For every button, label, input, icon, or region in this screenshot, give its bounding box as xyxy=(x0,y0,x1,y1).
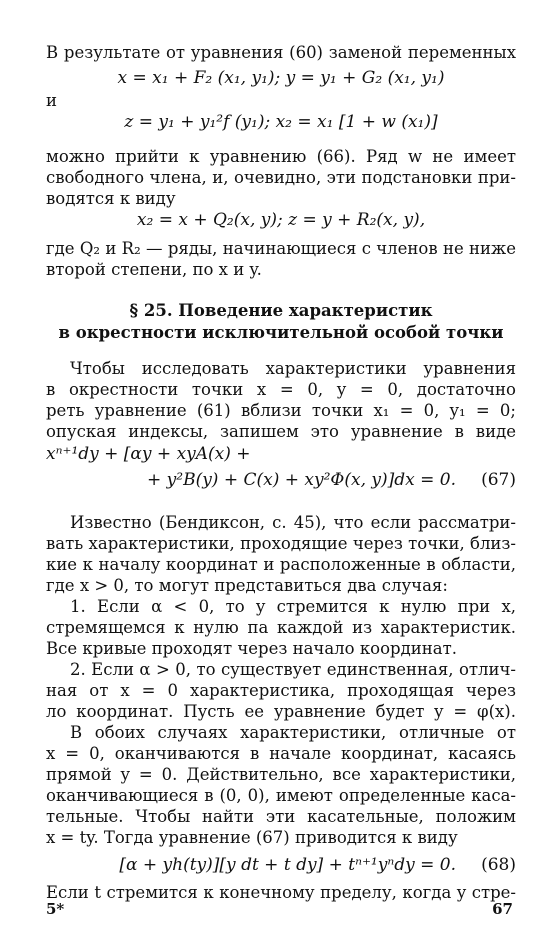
text-line: водятся к виду xyxy=(46,189,176,208)
text-line: ная от x = 0 характеристика, проходящая через xyxy=(46,681,516,700)
section-heading-line-2: в окрестности исключительной особой точки xyxy=(58,323,504,342)
text-line: оканчивающиеся в (0, 0), имеют определенные каса- xyxy=(46,786,516,805)
page-number: 67 xyxy=(492,900,513,918)
text-line: 2. Если α > 0, то существует единственная, отлич- xyxy=(70,660,516,679)
equation-number: (67) xyxy=(481,470,516,490)
text-line: опуская индексы, запишем это уравнение в виде xyxy=(46,422,516,441)
text-line: где x > 0, то могут представиться два случая: xyxy=(46,576,448,595)
text-line: ло координат. Пусть ее уравнение будет y = φ(x). xyxy=(46,702,516,721)
text-line: 1. Если α < 0, то y стремится к нулю при x, xyxy=(70,597,516,616)
formula-line xyxy=(46,855,516,877)
text-line: второй степени, по x и y. xyxy=(46,260,262,279)
text-line: свободного члена, и, очевидно, эти подстановки при- xyxy=(46,168,516,187)
text-line: В результате от уравнения (60) заменой переменных xyxy=(46,43,516,62)
text-line: и xyxy=(46,91,57,110)
formula-line: x₂ = x + Q₂(x, y); z = y + R₂(x, y), xyxy=(136,210,426,230)
section-heading-line-1: § 25. Поведение характеристик xyxy=(129,301,433,320)
formula-text: + y²B(y) + C(x) + xy²Φ(x, y)]dx = 0. xyxy=(147,470,456,490)
text-line: прямой y = 0. Действительно, все характеристики, xyxy=(46,765,516,784)
formula-text: [α + yh(ty)][y dt + t dy] + tⁿ⁺¹yⁿdy = 0. xyxy=(119,855,456,875)
formula-line: xⁿ⁺¹dy + [αy + xyA(x) + xyxy=(46,444,251,464)
text-line: в окрестности точки x = 0, y = 0, достаточно xyxy=(46,380,516,399)
text-line: x = 0, оканчиваются в начале координат, касаясь xyxy=(46,744,516,763)
text-line: Известно (Бендиксон, с. 45), что если рассматри- xyxy=(70,513,516,532)
text-line: Все кривые проходят через начало координат. xyxy=(46,639,457,658)
text-line: Если t стремится к конечному пределу, когда y стре- xyxy=(46,883,516,902)
formula-line xyxy=(46,470,516,492)
text-line: где Q₂ и R₂ — ряды, начинающиеся с членов не ниже xyxy=(46,239,516,258)
formula-line: x = x₁ + F₂ (x₁, y₁); y = y₁ + G₂ (x₁, y₁) xyxy=(117,68,445,88)
text-line: кие к началу координат и расположенные в области, xyxy=(46,555,516,574)
text-line: можно прийти к уравнению (66). Ряд w не имеет xyxy=(46,147,516,166)
text-line: реть уравнение (61) вблизи точки x₁ = 0, y₁ = 0; xyxy=(46,401,516,420)
text-line: тельные. Чтобы найти эти касательные, положим xyxy=(46,807,516,826)
text-line: x = ty. Тогда уравнение (67) приводится к виду xyxy=(46,828,458,847)
text-line: Чтобы исследовать характеристики уравнения xyxy=(70,359,516,378)
text-line: В обоих случаях характеристики, отличные от xyxy=(70,723,516,742)
text-line: стремящемся к нулю па каждой из характеристик. xyxy=(46,618,516,637)
text-line: вать характеристики, проходящие через точки, близ- xyxy=(46,534,516,553)
signature-mark: 5* xyxy=(46,900,65,918)
equation-number: (68) xyxy=(481,855,516,875)
formula-line: z = y₁ + y₁²f (y₁); x₂ = x₁ [1 + w (x₁)] xyxy=(124,112,438,132)
